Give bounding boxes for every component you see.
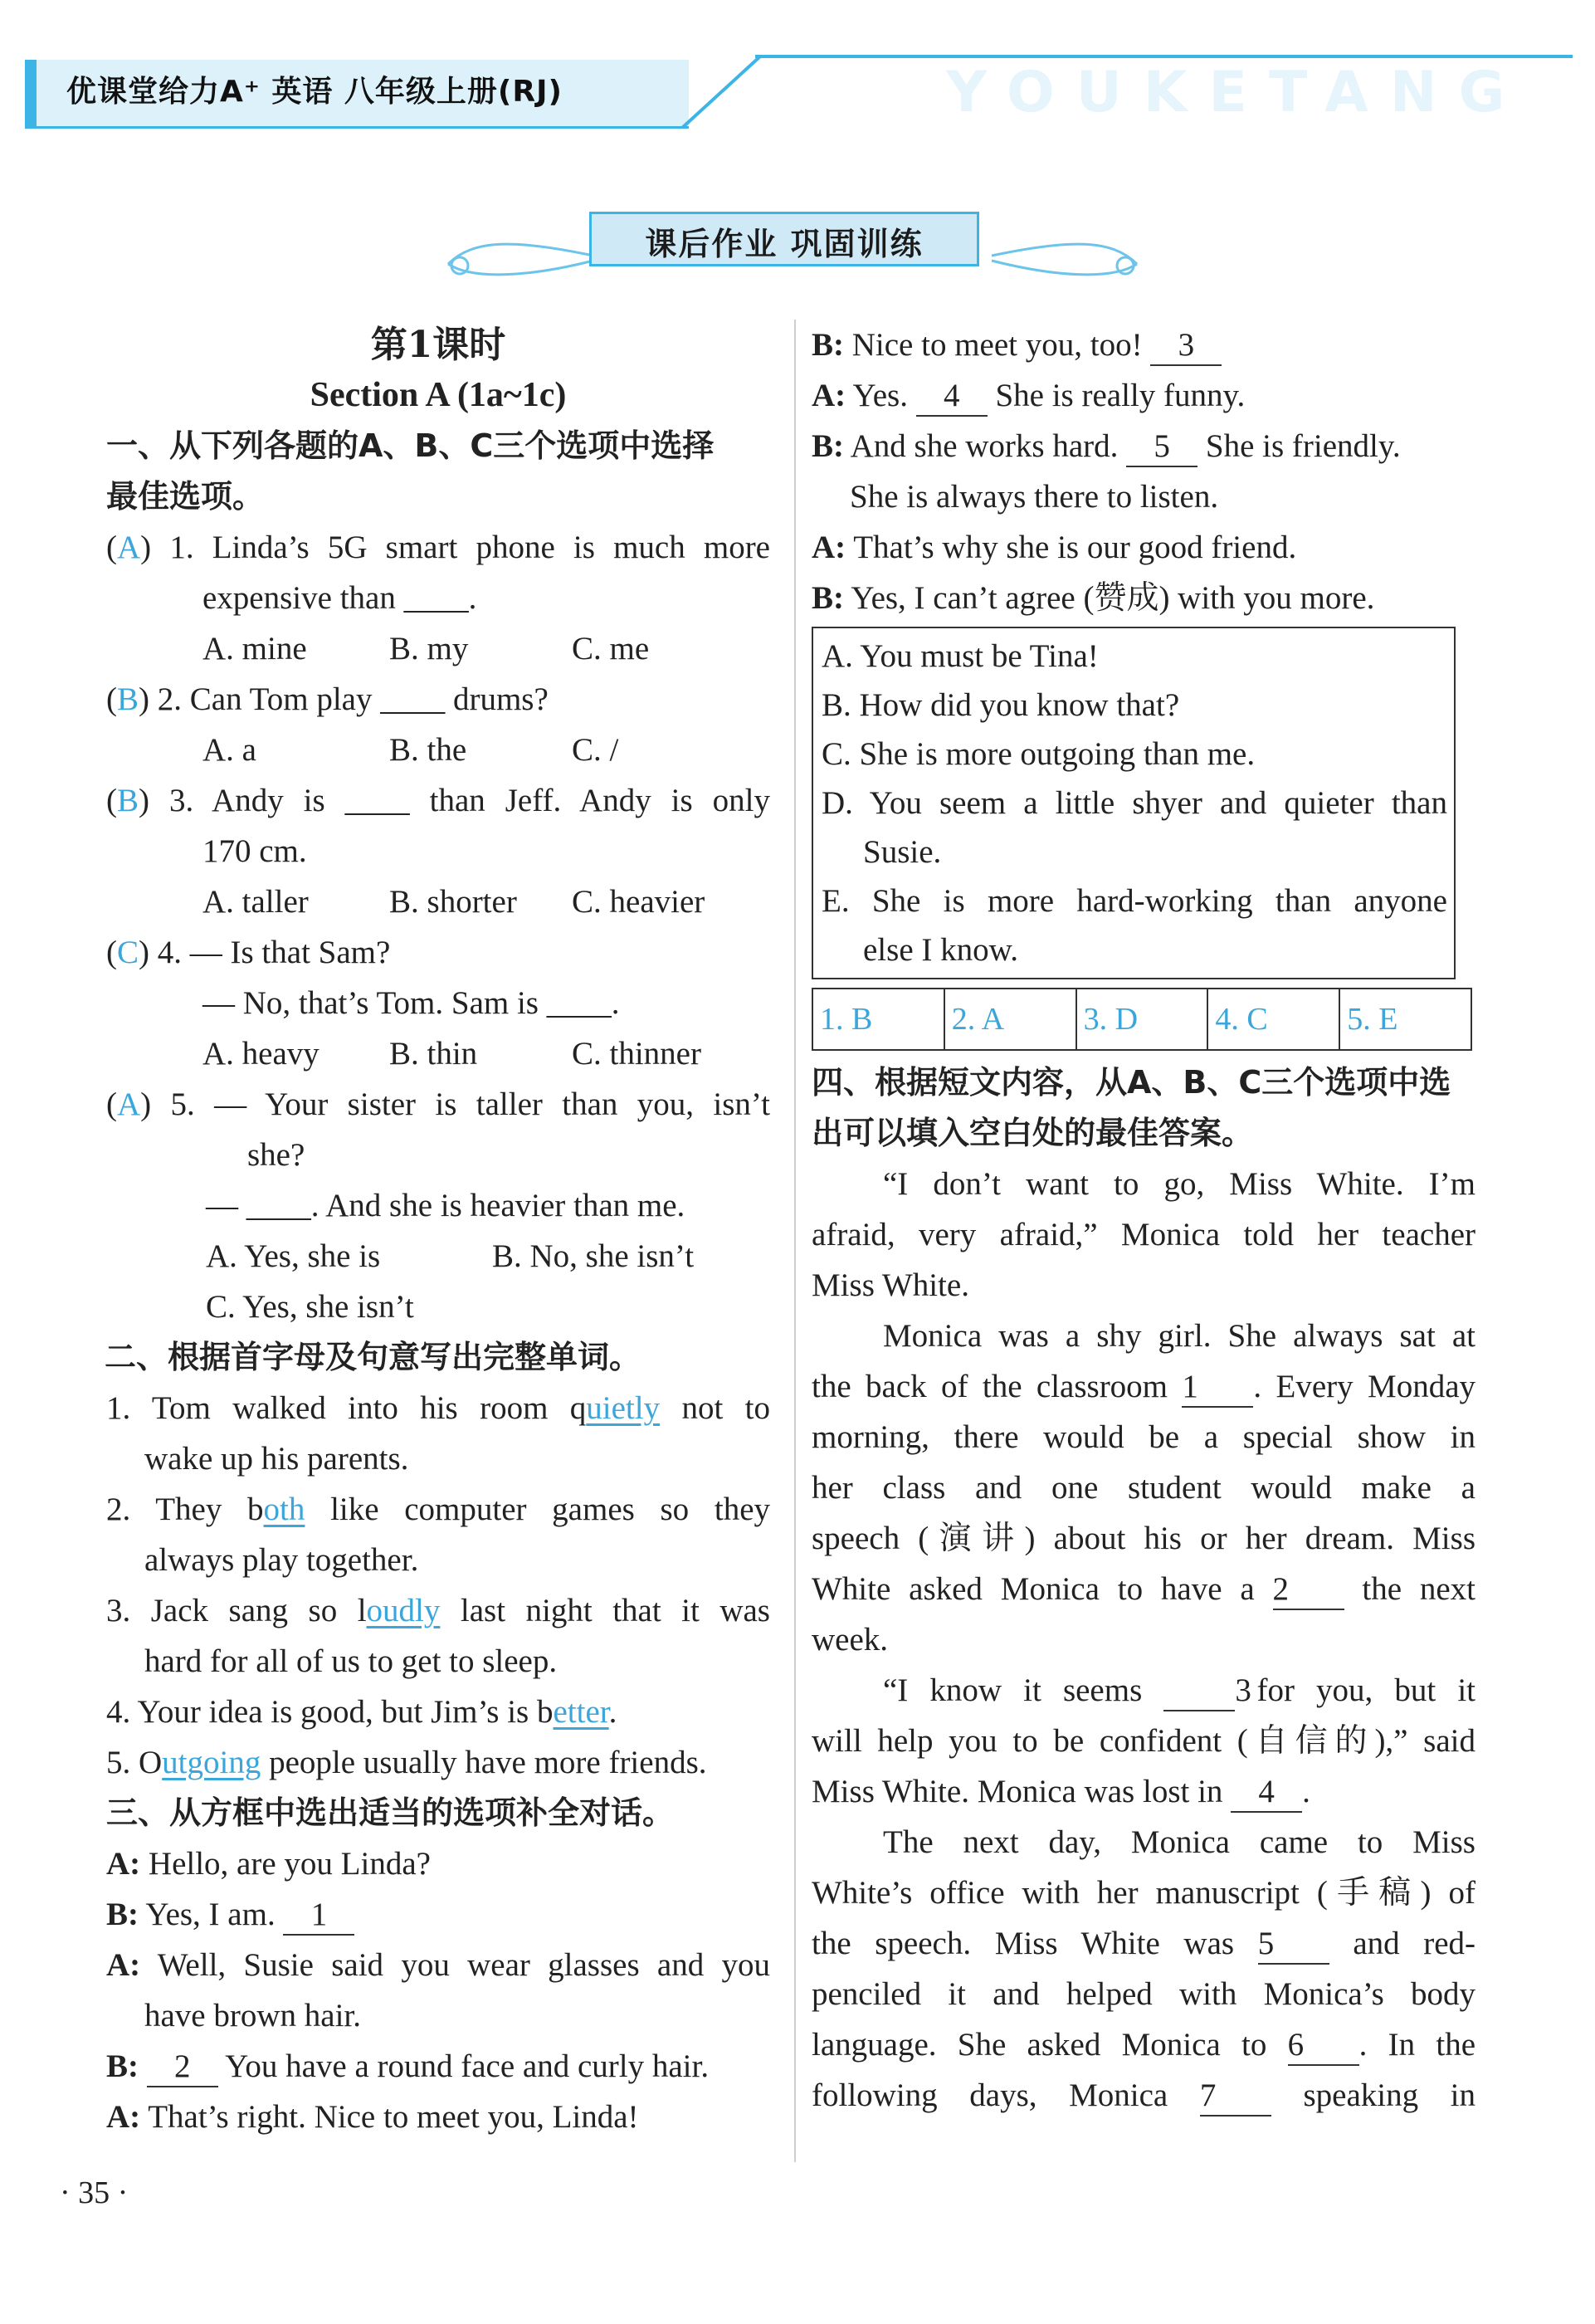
fill-5: 5. Outgoing people usually have more friends. [106,1745,707,1780]
passage-line: will help you to be confident (自信的),” said [812,1723,1475,1759]
passage-line: the speech. Miss White was 5 and red- [812,1918,1475,1969]
question-1-cont: expensive than ____. [202,580,477,616]
question-3: (B) 3. Andy is ____ than Jeff. Andy is only [106,783,770,818]
answer-q2: B [117,681,139,717]
dialog-line-5: A: That’s right. Nice to meet you, Linda! [106,2099,639,2135]
lesson-title: 第1课时 [370,324,506,366]
passage-line: penciled it and helped with Monica’s body [812,1976,1475,2012]
question-2: (B) 2. Can Tom play ____ drums? [106,681,549,717]
passage-line: White’s office with her manuscript (手稿) of [812,1875,1475,1911]
answer-cell: 4. C [1207,989,1339,1050]
dialog-line-3-cont: have brown hair. [144,1998,362,2034]
section-title: Section A (1a~1c) [310,376,567,414]
passage-line: language. She asked Monica to 6 . In the [812,2019,1475,2070]
question-1: (A) 1. Linda’s 5G smart phone is much more [106,530,770,565]
question-4-cont: — No, that’s Tom. Sam is ____. [202,985,620,1021]
option-b: B. How did you know that? [822,687,1180,723]
banner-title: 课后作业 巩固训练 [645,226,924,262]
fill-2-cont: always play together. [144,1542,419,1578]
right-column [812,320,1475,2121]
passage-line: “I know it seems 3 for you, but it [812,1665,1475,1716]
part4-heading-cont: 出可以填入空白处的最佳答案。 [812,1115,1254,1151]
answer-cell: 2. A [944,989,1076,1050]
fill-2: 2. They both like computer games so they [106,1492,770,1527]
option-d-cont: Susie. [863,834,942,870]
answer-q1: A [117,530,141,565]
part2-heading: 二、根据首字母及句意写出完整单词。 [105,1339,641,1375]
answer-cell: 3. D [1076,989,1208,1050]
passage-line: speech (演讲) about his or her dream. Miss [812,1521,1475,1556]
part1-heading-cont: 最佳选项。 [106,478,265,515]
answer-q3: B [117,783,139,818]
passage-line: Monica was a shy girl. She always sat at [883,1318,1475,1354]
fill-3-cont: hard for all of us to get to sleep. [144,1643,558,1679]
header-underline [25,126,689,129]
dialog-line-10: B: Yes, I can’t agree (赞成) with you more. [812,580,1375,616]
brand-watermark: YOUKETANG [946,60,1527,125]
question-5: (A) 5. — Your sister is taller than you, isn’t [106,1086,770,1122]
answer-cell: 1. B [812,989,944,1050]
passage-line: afraid, very afraid,” Monica told her teacher [812,1217,1475,1252]
question-5-cont: she? [247,1137,305,1173]
header-diagonal [680,51,763,131]
option-e-cont: else I know. [863,932,1019,968]
question-4-options: A. heavy B. thin C. thinner [202,1036,701,1072]
option-e: E. She is more hard-working than anyone [822,883,1447,919]
passage-line: The next day, Monica came to Miss [883,1824,1475,1860]
passage-line: following days, Monica 7 speaking in [812,2070,1475,2121]
question-5-options: A. Yes, she is B. No, she isn’t [206,1238,695,1274]
book-title: 优课堂给力A⁺ 英语 八年级上册(RJ) [66,75,563,109]
fill-1: 1. Tom walked into his room quietly not to [106,1390,771,1426]
option-c: C. She is more outgoing than me. [822,736,1256,772]
passage-line: White asked Monica to have a 2 the next [812,1564,1475,1614]
passage-line: her class and one student would make a [812,1470,1475,1506]
header-accent-stripe [25,60,37,128]
question-4: (C) 4. — Is that Sam? [106,935,391,970]
question-5-reply: — ____. And she is heavier than me. [206,1188,685,1223]
answer-q5: A [117,1086,141,1122]
dialog-line-8: B: And she works hard. 5 She is friendly. [812,421,1475,471]
answer-q4: C [117,935,139,970]
part3-heading: 三、从方框中选出适当的选项补全对话。 [106,1794,675,1831]
answer-table [812,988,1472,1051]
part1-heading: 一、从下列各题的A、B、C三个选项中选择 [106,427,715,464]
dialog-line-6: B: Nice to meet you, too! 3 [812,320,1475,370]
right-swirl-ornament [988,231,1145,289]
question-3-options: A. taller B. shorter C. heavier [202,884,705,920]
passage-line: the back of the classroom 1 . Every Monday [812,1361,1475,1412]
page-number: · 35 · [60,2175,129,2210]
dialog-line-2: B: Yes, I am. 1 [106,1889,770,1940]
dialog-line-9: A: That’s why she is our good friend. [812,530,1297,565]
passage-line: week. [812,1622,889,1658]
left-column [106,320,770,2142]
answer-cell: 5. E [1339,989,1471,1050]
dialog-line-7: A: Yes. 4 She is really funny. [812,370,1475,421]
dialog-line-1: A: Hello, are you Linda? [106,1846,431,1882]
column-divider [794,320,796,2162]
passage-line: Miss White. Monica was lost in 4 . [812,1766,1475,1817]
part4-heading: 四、根据短文内容，从A、B、C三个选项中选 [812,1064,1451,1101]
left-swirl-ornament [440,231,598,289]
passage-line: morning, there would be a special show in [812,1419,1475,1455]
dialog-line-4: B: 2 You have a round face and curly hair. [106,2041,770,2092]
fill-1-cont: wake up his parents. [144,1441,409,1477]
option-a: A. You must be Tina! [822,638,1099,674]
fill-4: 4. Your idea is good, but Jim’s is better. [106,1694,617,1730]
question-3-cont: 170 cm. [202,833,307,869]
dialog-line-8-cont: She is always there to listen. [850,479,1219,515]
header-top-line [755,55,1573,58]
question-1-options: A. mine B. my C. me [202,631,650,666]
fill-3: 3. Jack sang so loudly last night that it was [106,1593,770,1628]
passage-line: “I don’t want to go, Miss White. I’m [883,1166,1475,1202]
question-5-option-c: C. Yes, she isn’t [206,1289,414,1325]
question-2-options: A. a B. the C. / [202,732,619,768]
passage-line: Miss White. [812,1267,969,1303]
options-box [812,627,1456,979]
section-banner [589,212,988,271]
option-d: D. You seem a little shyer and quieter than [822,785,1447,821]
dialog-line-3: A: Well, Susie said you wear glasses and you [106,1947,770,1983]
